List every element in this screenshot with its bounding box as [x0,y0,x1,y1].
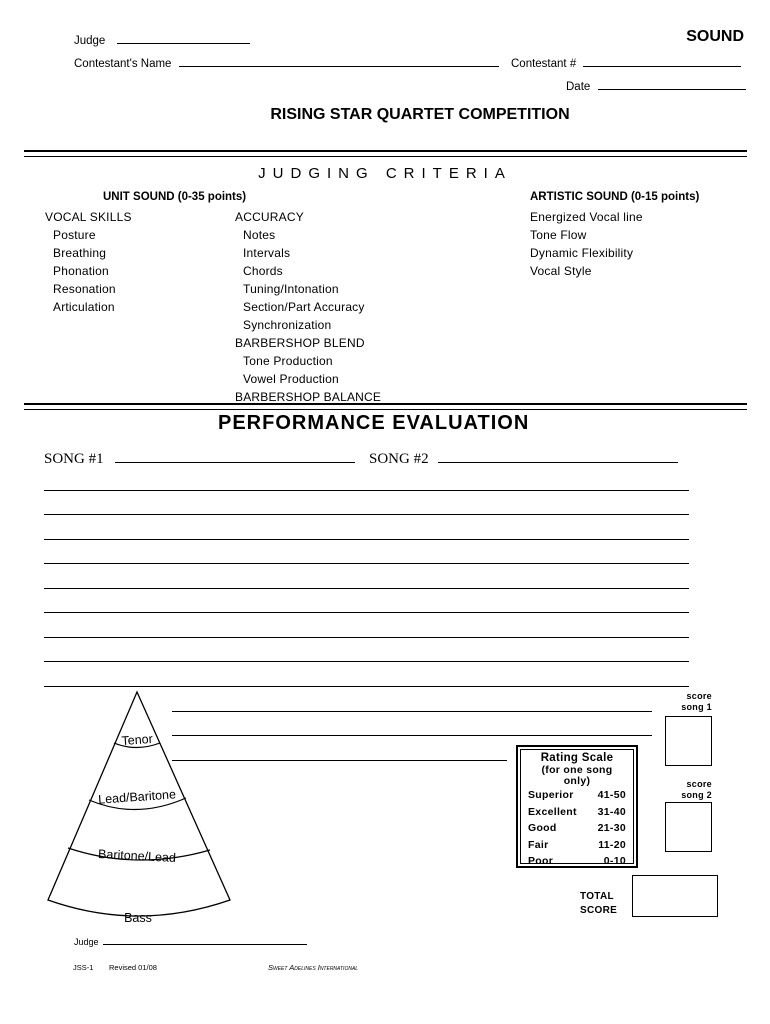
vocal-skills-list [45,208,132,316]
criteria-item: Tuning/Intonation [243,282,339,296]
competition-title: RISING STAR QUARTET COMPETITION [270,106,570,123]
footer-judge-label: Judge [74,937,99,947]
rating-scale-subtitle: (for one song only) [541,764,613,787]
divider [24,409,747,410]
rating-scale-title: Rating Scale [540,752,614,764]
criteria-item: Articulation [53,300,115,314]
divider [24,150,747,152]
comment-line[interactable] [172,711,652,712]
revision-date: Revised 01/08 [109,963,157,972]
score-label-line: score [686,779,712,789]
criteria-group-title: BARBERSHOP BALANCE [235,390,382,404]
judge-label: Judge [74,35,106,47]
score-label-line: score [686,691,712,701]
rating-row [528,804,626,821]
comment-line[interactable] [44,588,689,589]
criteria-item: Vowel Production [243,372,339,386]
date-label: Date [566,81,591,93]
criteria-heading: JUDGING CRITERIA [258,165,512,182]
contestant-number-label: Contestant # [511,58,577,70]
criteria-item: Energized Vocal line [530,210,643,224]
criteria-item: Tone Flow [530,228,587,242]
date-line [566,78,746,93]
contestant-number-blank[interactable] [583,55,741,67]
comment-line[interactable] [44,612,689,613]
score-song1-box[interactable] [665,716,712,766]
song2-line [369,449,678,468]
criteria-item: Phonation [53,264,109,278]
criteria-item: Vocal Style [530,264,592,278]
contestant-name-label: Contestant's Name [74,58,172,70]
score-song2-box[interactable] [665,802,712,852]
score-label-line: song 1 [681,702,712,712]
footer-judge-blank[interactable] [103,936,307,945]
judge-blank[interactable] [117,32,250,44]
criteria-item: Tone Production [243,354,333,368]
accuracy-list [235,208,381,406]
comment-line[interactable] [172,735,652,736]
criteria-group-title: BARBERSHOP BLEND [235,336,365,350]
pyramid-label-tenor: Tenor [121,731,154,749]
criteria-group-title: ACCURACY [235,210,304,224]
divider [24,156,747,157]
rating-scale-box [516,745,638,868]
rating-label: Fair [528,838,549,851]
contestant-name-blank[interactable] [179,55,499,67]
song1-label: SONG #1 [44,451,104,467]
criteria-item: Section/Part Accuracy [243,300,365,314]
criteria-item: Resonation [53,282,116,296]
rating-range: 41-50 [597,789,626,801]
comment-line[interactable] [44,490,689,491]
pyramid-outline [48,692,230,916]
total-score-label [580,890,617,918]
rating-label: Good [528,822,557,834]
unit-sound-heading: UNIT SOUND (0-35 points) [103,191,247,203]
song1-blank[interactable] [115,449,355,463]
rating-range: 11-20 [598,838,626,851]
rating-row [528,853,626,870]
rating-row [528,820,626,837]
rating-label: Poor [528,855,554,867]
criteria-item: Notes [243,228,276,242]
score-label-line: TOTAL [580,891,614,902]
comment-line[interactable] [44,539,689,540]
total-score-box[interactable] [632,875,718,917]
divider [24,403,747,405]
form-code: JSS-1 [73,963,94,972]
artistic-sound-heading: ARTISTIC SOUND (0-15 points) [530,191,700,203]
criteria-group-title: VOCAL SKILLS [45,210,132,224]
comment-line[interactable] [44,637,689,638]
comment-line[interactable] [44,514,689,515]
criteria-item: Breathing [53,246,107,260]
criteria-item: Intervals [243,246,291,260]
date-blank[interactable] [598,78,746,90]
contestant-name-line [74,55,499,70]
contestant-number-line [511,55,741,70]
criteria-item: Chords [243,264,283,278]
score-label-line: SCORE [580,905,618,916]
footer-judge-line [74,936,307,947]
song2-label: SONG #2 [369,451,429,467]
rating-range: 0-10 [603,855,626,867]
comment-line[interactable] [44,563,689,564]
voice-pyramid-diagram [40,688,240,930]
judge-line [74,32,250,47]
pyramid-label-lead-baritone: Lead/Baritone [97,787,177,807]
score-song2-label [681,779,712,801]
comment-line[interactable] [44,686,689,687]
score-song1-label [681,691,712,713]
rating-row [528,787,626,804]
rating-range: 21-30 [597,822,626,834]
category-title: SOUND [686,28,744,45]
rating-range: 31-40 [597,805,626,818]
artistic-list [530,208,643,280]
score-label-line: song 2 [681,790,712,800]
song1-line [44,449,355,468]
organization-name: Sweet Adelines International [268,963,359,972]
criteria-item: Dynamic Flexibility [530,246,634,260]
comment-line[interactable] [44,661,689,662]
pyramid-label-bass: Bass [124,911,152,925]
rating-label: Superior [528,789,574,801]
rating-row [528,837,626,854]
evaluation-heading: PERFORMANCE EVALUATION [218,412,530,434]
song2-blank[interactable] [438,449,678,463]
rating-label: Excellent [528,805,577,818]
criteria-item: Synchronization [243,318,332,332]
pyramid-label-baritone-lead: Baritone/Lead [97,846,177,866]
criteria-item: Posture [53,228,96,242]
